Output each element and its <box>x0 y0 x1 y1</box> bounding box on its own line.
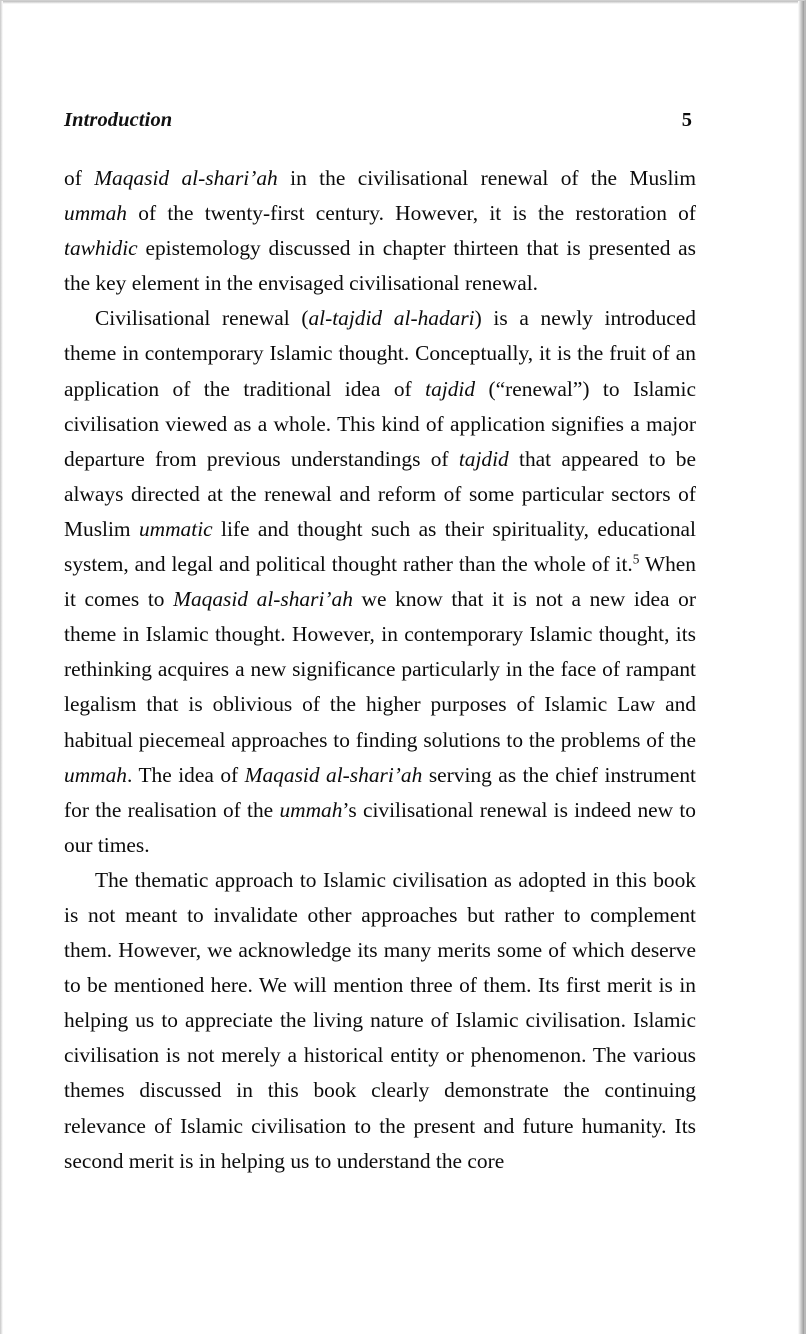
scan-edge-left <box>0 1 3 1334</box>
running-head <box>64 109 692 139</box>
scan-edge-top <box>0 1 804 4</box>
body-text <box>64 161 696 1179</box>
footnote-marker: 5 <box>632 551 640 567</box>
paragraph-thematic-approach: The thematic approach to Islamic civilisation as adopted in this book is not meant to invalidate other approaches but rather to complement them. However, we acknowledge its many merits some of which deserve to be mentioned here. We will mention three of them. Its first merit is in helping us to appreciate the living nature of Islamic civilisation. Islamic civilisation is not merely a historical entity or phenomenon. The various themes discussed in this book clearly demonstrate the continuing relevance of Islamic civilisation to the present and future humanity. Its second merit is in helping us to understand the core <box>64 867 696 1173</box>
page-number: 5 <box>681 109 692 131</box>
paragraph-continued: of Maqasid al-shari’ah in the civilisational renewal of the Muslim ummah of the twenty-first century. However, it is the restoration of tawhidic epistemology discussed in chapter thirteen that is presented as the key element in the envisaged civilisational renewal. <box>64 166 696 296</box>
paragraph-civilisational-renewal: Civilisational renewal (al-tajdid al-hadari) is a newly introduced theme in contemporary Islamic thought. Conceptually, it is the fruit of an application of the traditional idea of tajdid (“renewal”) to Islamic civilisation viewed as a whole. This kind of application signifies a major departure from previous understandings of tajdid that appeared to be always directed at the renewal and reform of some particular sectors of Muslim ummatic life and thought such as their spirituality, educational system, and legal and political thought rather than the whole of it.$^5$ When it comes to Maqasid al-shari’ah we know that it is not a new idea or theme in Islamic thought. However, in contemporary Islamic thought, its rethinking acquires a new significance particularly in the face of rampant legalism that is oblivious of the higher purposes of Islamic Law and habitual piecemeal approaches to finding solutions to the problems of the ummah. The idea of Maqasid al-shari’ah serving as the chief instrument for the realisation of the ummah’s civilisational renewal is indeed new to our times. <box>64 306 697 857</box>
running-head-title: Introduction <box>64 109 173 131</box>
scan-edge-right <box>798 1 804 1334</box>
